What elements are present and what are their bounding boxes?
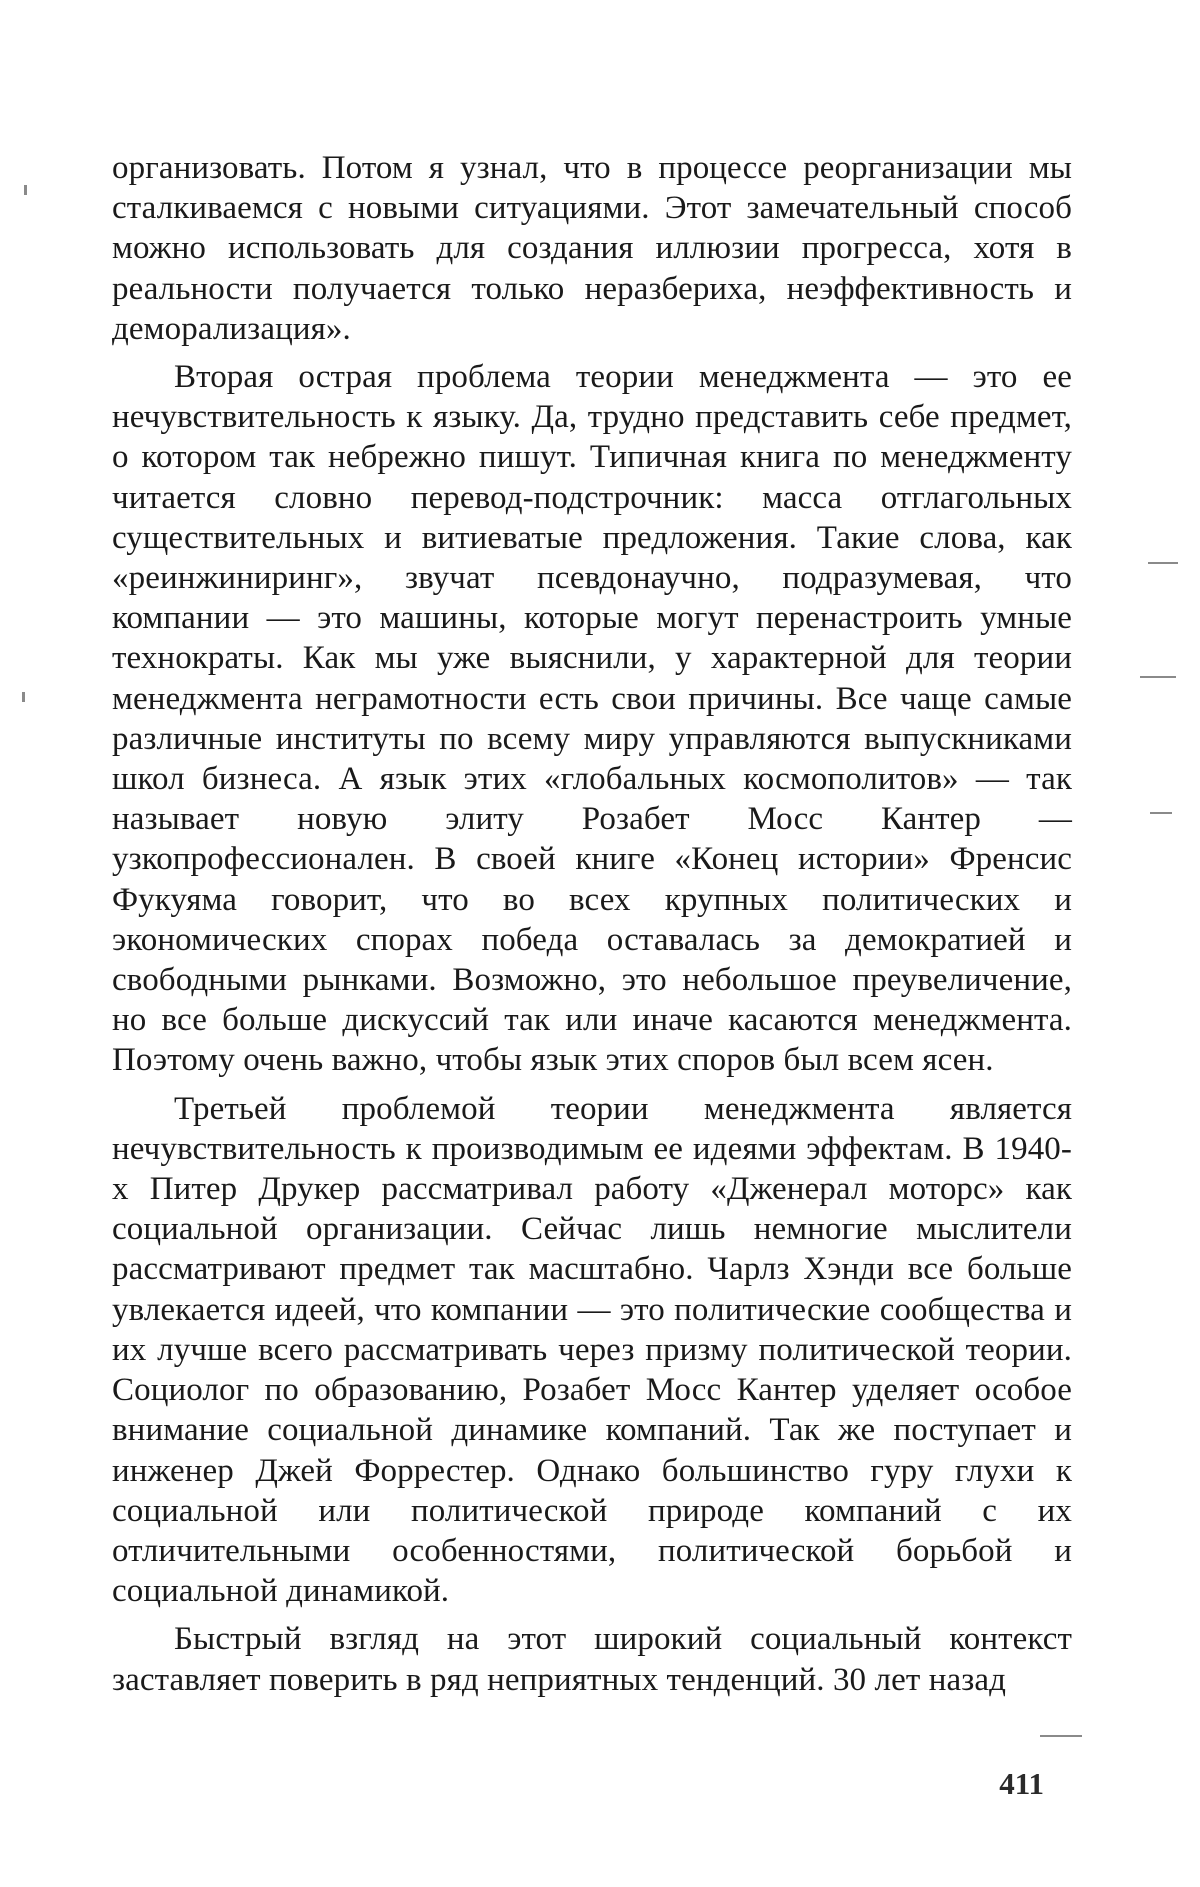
scan-speck [1040, 1735, 1082, 1737]
paragraph-effects-problem: Третьей проблемой теории менеджмента является нечувствительность к производимым ее идеями эффектам. В 1940-х Питер Друкер рассматривал работу «Дженерал моторс» как социальной организации. Сейчас лишь немногие мыслители рассматривают предмет так масштабно. Чарлз Хэнди все больше увлекается идеей, что компании — это политические сообщества и их лучше всего рассматривать через призму политической теории. Социолог по образованию, Розабет Мосс Кантер уделяет особое внимание социальной динамике компаний. Так же поступает и инженер Джей Форрестер. Однако большинство гуру глухи к социальной или политической природе компаний с их отличительными особенностями, политической борьбой и социальной динамикой. [112, 1090, 1072, 1610]
scan-speck [24, 185, 27, 195]
scan-speck [1148, 562, 1178, 564]
page-number: 411 [999, 1766, 1044, 1801]
scan-speck [1140, 676, 1176, 678]
scan-speck [1150, 812, 1172, 814]
book-page [112, 148, 1072, 1868]
scan-speck [22, 692, 25, 702]
paragraph-continuation: организовать. Потом я узнал, что в процессе реорганизации мы сталкиваемся с новыми ситуациями. Этот замечательный способ можно использовать для создания иллюзии прогресса, хотя в реальности получается только неразбериха, неэффективность и деморализация». [112, 150, 1072, 347]
paragraph-social-context: Быстрый взгляд на этот широкий социальный контекст заставляет поверить в ряд неприятных тенденций. 30 лет назад [112, 1621, 1072, 1698]
paragraph-language-problem: Вторая острая проблема теории менеджмента — это ее нечувствительность к языку. Да, трудно представить себе предмет, о котором так небрежно пишут. Типичная книга по менеджменту читается словно перевод-подстрочник: масса отглагольных существительных и витиеватые предложения. Такие слова, как «реинжиниринг», звучат псевдонаучно, подразумевая, что компании — это машины, которые могут перенастроить умные технократы. Как мы уже выяснили, у характерной для теории менеджмента неграмотности есть свои причины. Все чаще самые различные институты по всему миру управляются выпускниками школ бизнеса. А язык этих «глобальных космополитов» — так называет новую элиту Розабет Мосс Кантер — узкопрофессионален. В своей книге «Конец истории» Френсис Фукуяма говорит, что во всех крупных политических и экономических спорах победа оставалась за демократией и свободными рынками. Возможно, это небольшое преувеличение, но все больше дискуссий так или иначе касаются менеджмента. Поэтому очень важно, чтобы язык этих споров был всем ясен. [112, 359, 1072, 1079]
body-text [112, 148, 1072, 1700]
